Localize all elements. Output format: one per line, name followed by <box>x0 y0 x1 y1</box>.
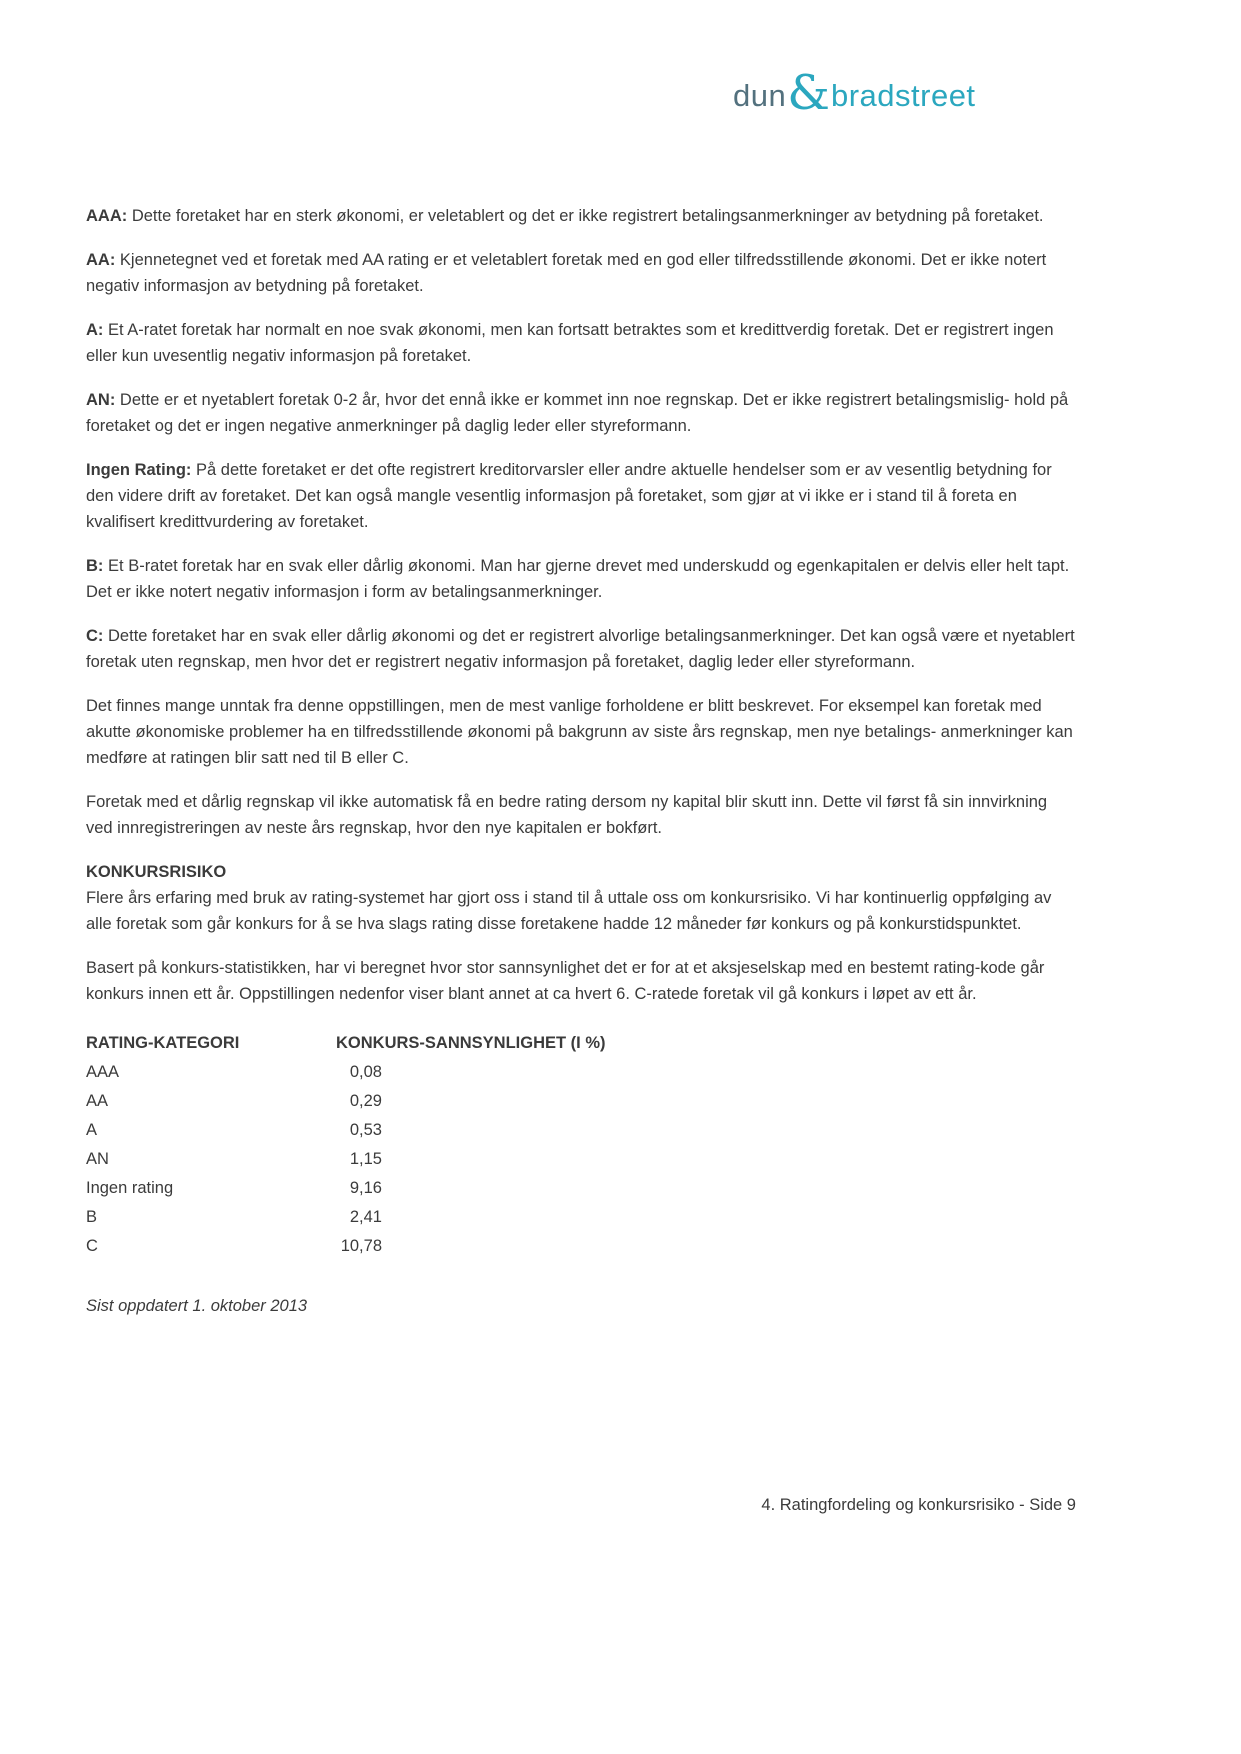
rating-category: Ingen rating <box>86 1179 174 1197</box>
table-header-probability: KONKURS-SANNSYNLIGHET (I %) <box>336 1034 606 1052</box>
rating-paragraph-c <box>86 623 1078 675</box>
logo-text-dun: dun <box>733 78 787 113</box>
rating-category: B <box>86 1208 98 1226</box>
table-row <box>86 1145 1078 1174</box>
rating-paragraph-a <box>86 317 1078 369</box>
table-row <box>86 1058 1078 1087</box>
ampersand-icon: & <box>787 65 830 121</box>
konkursrisiko-heading: KONKURSRISIKO <box>86 863 227 881</box>
capital-injection-paragraph <box>86 789 1078 841</box>
body-text: Foretak med et dårlig regnskap vil ikke automatisk få en bedre rating dersom ny kapital blir skutt inn. Dette vil først få sin innvirkning ved innregistreringen av neste års regnskap, hvor den nye kapitalen er bokført. <box>86 793 1048 837</box>
rating-paragraph-an <box>86 387 1078 439</box>
rating-text: Dette foretaket har en svak eller dårlig økonomi og det er registrert alvorlige betalingsanmerkninger. Det kan også være et nyetablert foretak uten regnskap, men hvor det er registrert negativ informasjon på foretaket, daglig leder eller styreformann. <box>86 627 1075 671</box>
rating-paragraph-ingen-rating <box>86 457 1078 535</box>
rating-text: Et A-ratet foretak har normalt en noe svak økonomi, men kan fortsatt betraktes som et kredittverdig foretak. Det er registrert ingen eller kun uvesentlig negativ informasjon på foretaket. <box>86 321 1054 365</box>
konkursrisiko-paragraph-2: Basert på konkurs-statistikken, har vi beregnet hvor stor sannsynlighet det er for at et aksjeselskap med en bestemt rating-kode går konkurs innen ett år. Oppstillingen nedenfor viser blant annet at ca hvert 6. C-ratede foretak vil gå konkurs i løpet av ett år. <box>86 959 1045 1003</box>
rating-category: AN <box>86 1150 109 1168</box>
rating-text: Dette foretaket har en sterk økonomi, er veletablert og det er ikke registrert betalingsanmerkninger av betydning på foretaket. <box>131 207 1044 225</box>
konkursrisiko-paragraph-1: Flere års erfaring med bruk av rating-systemet har gjort oss i stand til å uttale oss om konkursrisiko. Vi har kontinuerlig oppfølging av alle foretak som går konkurs for å se hva slags rating disse foretakene hadde 12 måneder før konkurs og på konkurstidspunktet. <box>86 889 1052 933</box>
logo-text-bradstreet: bradstreet <box>830 78 976 113</box>
document-content <box>86 0 1078 1336</box>
rating-label: AN: <box>86 391 116 409</box>
table-header-row <box>86 1029 1078 1058</box>
body-text: Det finnes mange unntak fra denne oppstillingen, men de mest vanlige forholdene er blitt beskrevet. For eksempel kan foretak med akutte økonomiske problemer ha en tilfredsstillende økonomi på bakgrunn av siste års regnskap, men nye betalings- anmerkninger kan medføre at ratingen blir satt ned til B eller C. <box>86 697 1073 767</box>
rating-label: AAA: <box>86 207 128 225</box>
exceptions-paragraph <box>86 693 1078 771</box>
rating-text: På dette foretaket er det ofte registrert kreditorvarsler eller andre aktuelle hendelser som er av vesentlig betydning for den videre drift av foretaket. Det kan også mangle vesentlig informasjon på foretaket, som gjør at vi ikke er i stand til å foreta en kvalifisert kredittvurdering av foretaket. <box>86 461 1052 531</box>
rating-text: Kjennetegnet ved et foretak med AA rating er et veletablert foretak med en god eller tilfredsstillende økonomi. Det er ikke notert negativ informasjon av betydning på foretaket. <box>86 251 1047 295</box>
rating-category: AA <box>86 1092 109 1110</box>
probability-value: 10,78 <box>340 1237 382 1255</box>
rating-label: A: <box>86 321 104 339</box>
rating-category: AAA <box>86 1063 120 1081</box>
rating-paragraph-b <box>86 553 1078 605</box>
rating-text: Dette er et nyetablert foretak 0-2 år, hvor det ennå ikke er kommet inn noe regnskap. Det er ikke registrert betalingsmislig- hold på foretaket og det er ingen negative anmerkninger på daglig leder eller styreformann. <box>86 391 1069 435</box>
probability-value: 0,29 <box>349 1092 382 1110</box>
last-updated-note: Sist oppdatert 1. oktober 2013 <box>86 1297 308 1315</box>
table-row <box>86 1232 1078 1261</box>
rating-category: A <box>86 1121 98 1139</box>
rating-text: Et B-ratet foretak har en svak eller dårlig økonomi. Man har gjerne drevet med underskudd og egenkapitalen er delvis eller helt tapt. Det er ikke notert negativ informasjon i form av betalingsanmerkninger. <box>86 557 1070 601</box>
table-header-category: RATING-KATEGORI <box>86 1034 240 1052</box>
probability-value: 0,53 <box>349 1121 382 1139</box>
page-footer: 4. Ratingfordeling og konkursrisiko - Side 9 <box>761 1496 1076 1514</box>
probability-value: 2,41 <box>349 1208 382 1226</box>
rating-label: Ingen Rating: <box>86 461 192 479</box>
bankruptcy-probability-table <box>86 1029 1078 1261</box>
rating-label: AA: <box>86 251 116 269</box>
rating-category: C <box>86 1237 98 1255</box>
rating-paragraph-aa <box>86 247 1078 299</box>
rating-label: B: <box>86 557 104 575</box>
table-row <box>86 1116 1078 1145</box>
probability-value: 1,15 <box>349 1150 382 1168</box>
probability-value: 9,16 <box>349 1179 382 1197</box>
probability-value: 0,08 <box>349 1063 382 1081</box>
table-row <box>86 1174 1078 1203</box>
table-row <box>86 1087 1078 1116</box>
rating-paragraph-aaa <box>86 203 1078 229</box>
rating-label: C: <box>86 627 104 645</box>
table-row <box>86 1203 1078 1232</box>
